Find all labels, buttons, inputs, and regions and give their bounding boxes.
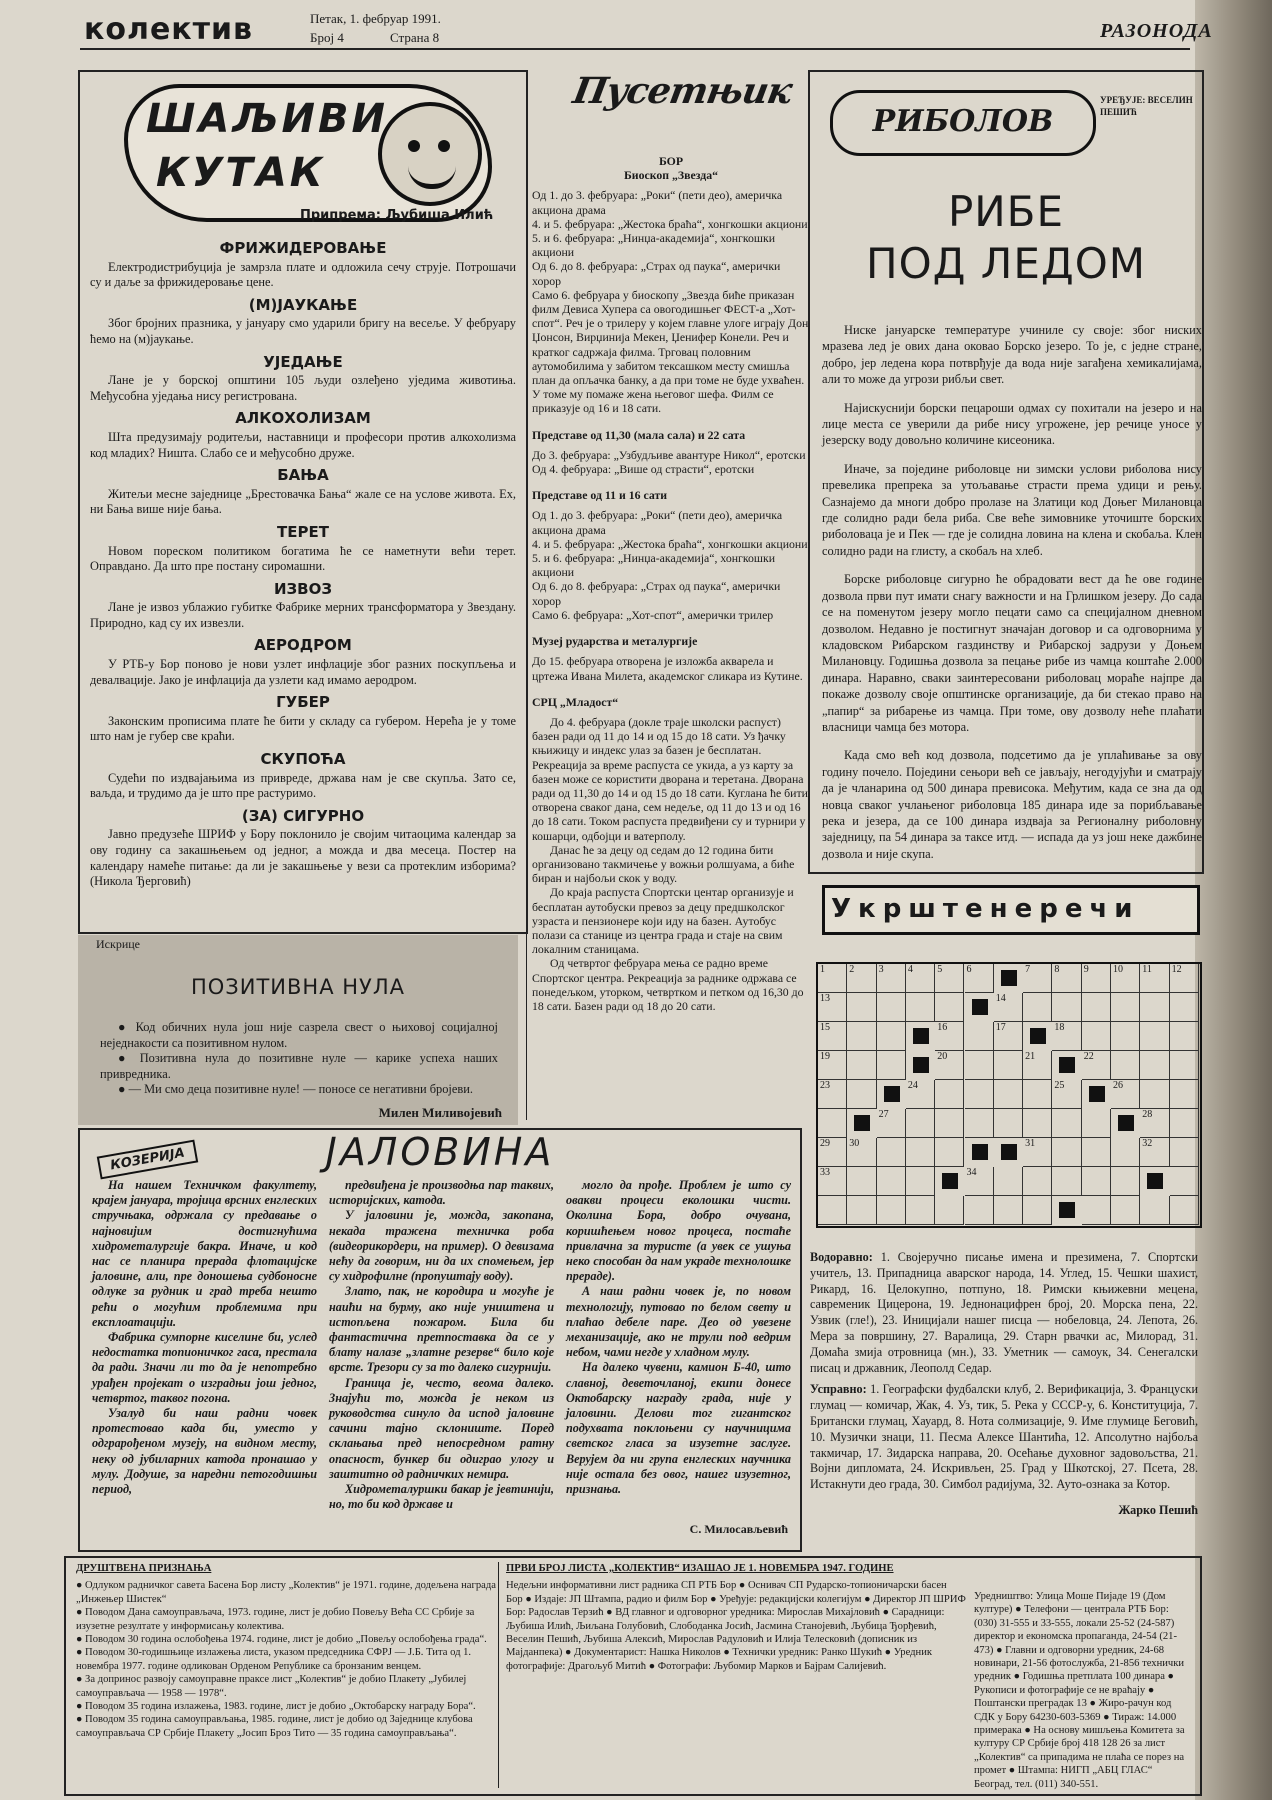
crossword-cell[interactable] xyxy=(906,1138,935,1167)
crossword-cell[interactable] xyxy=(1140,1051,1169,1080)
crossword-cell[interactable] xyxy=(877,1022,906,1051)
paragraph: Од 1. до 3. фебруара: „Роки“ (пети део), америчка акциона драма xyxy=(532,188,783,217)
crossword-cell[interactable]: 28 xyxy=(1140,1109,1169,1138)
crossword-cell[interactable]: 21 xyxy=(1023,1051,1052,1080)
crossword-cell[interactable] xyxy=(1023,1109,1052,1138)
crossword-cell[interactable] xyxy=(1111,993,1140,1022)
crossword-cell[interactable] xyxy=(847,1196,876,1225)
paragraph: Злато, пак, не кородира и могуће је наићи на бурму, ако није уништена и истопљена пожаром. Била би фантастична претпоставка да се у блату налазе „златне резерве“ било које врсте. Трезори су за то далеко сигурнији. xyxy=(329,1284,554,1375)
crossword-cell[interactable] xyxy=(1170,993,1199,1022)
address-column xyxy=(974,1590,1192,1791)
crossword-cell[interactable] xyxy=(1111,1138,1140,1167)
paragraph: ● Одлуком радничког савета Басена Бор листу „Колектив“ је 1971. године, додељена награда „Инжењер Шистек“ xyxy=(76,1580,496,1605)
crossword-cell[interactable] xyxy=(965,1080,994,1109)
crossword-cell[interactable] xyxy=(877,1138,906,1167)
crossword-cell[interactable] xyxy=(847,1080,876,1109)
crossword-cell[interactable] xyxy=(818,1109,847,1138)
tailings-article-box xyxy=(78,1128,802,1552)
paragraph: До 3. фебруара: „Узбудљиве авантуре Никол“, еротски xyxy=(532,447,806,462)
headline-line-2: ПОД ЛЕДОМ xyxy=(865,239,1147,288)
crossword-black-cell xyxy=(854,1115,870,1131)
crossword-cell[interactable]: 30 xyxy=(847,1138,876,1167)
crossword-cell[interactable] xyxy=(1111,1022,1140,1051)
crossword-cell[interactable] xyxy=(1140,1080,1169,1109)
crossword-cell[interactable]: 4 xyxy=(906,964,935,993)
paragraph: Граница је, често, веома далеко. Знајући то, можда је неком из руководства синуло да испод јаловине сачини тајно склониште. Поред склањања пред непосредном ратну опасност, бункер би одиграо улогу и заштитно од радничких немира. xyxy=(329,1375,554,1481)
crossword-cell[interactable] xyxy=(935,1138,964,1167)
crossword-cell[interactable] xyxy=(965,1196,994,1225)
crossword-cell[interactable] xyxy=(1082,993,1111,1022)
fishing-editor-tag: УРЕЂУЈЕ: ВЕСЕЛИН ПЕШИЋ xyxy=(1100,95,1193,117)
crossword-cell[interactable] xyxy=(818,1196,847,1225)
crossword-black-cell xyxy=(1059,1057,1075,1073)
crossword-cell[interactable] xyxy=(1082,1196,1111,1225)
humor-item-text: Лане је извоз ублажио губитке Фабрике мерних трансформатора у Звездану. Природно, кад су их извезли. xyxy=(90,600,516,630)
paragraph: Узалуд би наш радни човек протестовао када би, уместо у одграрођеном музеју, на видном месту, неку од јубиларних катода пронашао у мулу. Додуше, за наредни петогодишњи период, xyxy=(92,1406,317,1497)
paragraph: Фабрика сумпорне киселине би, услед недостатка топионичког гаса, престала да ради. Значи ли то да је непотребно урађен пројекат о изградњи још једног, четвртог, таквог погона. xyxy=(92,1330,317,1405)
humor-item-title: СКУПОЋА xyxy=(260,750,346,769)
article-columns xyxy=(92,1178,792,1512)
shows-heading: Представе од 11,30 (мала сала) и 22 сата xyxy=(532,427,746,442)
paragraph: До 4. фебруара (докле траје школски распуст) базен ради од 11 до 14 и од 15 до 18 сати. Уз ђачку књижицу и индекс улаз за базен је бесплатан. Рекреација за време распуста се укида, а уз карту за базен може се користити дворана и теретана. Дворана ради од 11,30 до 14 и од 15 до 18 сати. Куглана ће бити отворена сваког дана, сем недеље, од 11 до 13 и од 16 до 18 сати. Током распуста предвиђени су и турнири у кошарци, одбојци и ватерполу. xyxy=(532,714,808,843)
humor-item-title: ФРИЖИДЕРОВАЊЕ xyxy=(219,239,387,257)
humor-corner-logo xyxy=(124,84,492,222)
paragraph: Иначе, за поједине риболовце ни зимски услови риболова нису превелика препрека за утољавање страсти према удици и рењу. Сазнајемо да многи добро пролазе на Златици код Доњег Милановца где солидно ради бела риба. Све веће зимовнике уточиште борских риболоваца је и Пек — где је солидна ловина на клена и скобаља. Клен солидно ради на глисту, а скобаљ на хлеб. xyxy=(822,461,1202,558)
awards-heading: ДРУШТВЕНА ПРИЗНАЊА xyxy=(76,1563,212,1574)
crossword-cell[interactable] xyxy=(1082,1109,1111,1138)
crossword-cell[interactable] xyxy=(906,1109,935,1138)
events-column xyxy=(532,70,812,1115)
crossword-cell[interactable]: 12 xyxy=(1170,964,1199,993)
paragraph: Само 6. фебруара у биоскопу „Звезда биће приказан филм Девиса Хупера са овогодишњег ФЕСТ-а „Хот-спот“. Реч је о трилеру у којем главне улоге играју Дон Џонсон, Вирџинија Мекен, Џенифер Конели. Реч и кратког садржаја филма. Трговац половним аутомобилима у забитом тексашком месту смишља план да опљачка банку, а да при томе не буде ухваћен. У томе му помаже жена његовог шефа. Филм се приказује од 16 и 18 сати. xyxy=(532,287,809,416)
crossword-cell[interactable]: 7 xyxy=(1023,964,1052,993)
paragraph: Од 6. до 8. фебруара: „Страх од паука“, амерички хорор xyxy=(532,259,781,288)
museum-text: До 15. фебруара отворена је изложба акварела и цртежа Ивана Милета, академског сликара из Кутине. xyxy=(532,654,803,683)
paragraph: Од 4. фебруара: „Више од страсти“, еротски xyxy=(532,462,755,477)
humor-item-text: У РТБ-у Бор поново је нови узлет инфлације због разних поскупљења и девалвације. Јако је инфлација да узлети кад имамо аеродром. xyxy=(90,657,516,687)
humor-item-text: Лане је у борској општини 105 људи озлеђено уједима животиња. Међусобна уједања нису регистрована. xyxy=(90,373,516,403)
down-clues: 1. Географски фудбалски клуб, 2. Верификација, 3. Француски глумац — комичар, Жак, 4. Уз, тик, 5. Река у СССР-у, 6. Конституција, 7. Британски глумац, Хауард, 8. Нота солмизације, 9. Име глумице Беговић, 10. Музички знаци, 11. Песма Алексе Шантића, 12. Апсолутно најбоља такмичар, 17. Зидарска направа, 20. Осећање духовног задовољства, 21. Војни дипломата, 24. Искривљен, 25. Град у Шкотској, 27. Псета, 28. Истакнути део града, 30. Симбол радијума, 32. Ауто-ознака за Котор. xyxy=(810,1382,1198,1492)
crossword-cell[interactable] xyxy=(877,1051,906,1080)
crossword-cell[interactable] xyxy=(847,1022,876,1051)
crossword-cell[interactable] xyxy=(847,993,876,1022)
headline-line-1: РИБЕ xyxy=(947,187,1065,236)
cinema-program xyxy=(532,188,810,415)
first-issue-note: ПРВИ БРОЈ ЛИСТА „КОЛЕКТИВ“ ИЗАШАО ЈЕ 1. НОВЕМБРА 1947. ГОДИНЕ xyxy=(506,1563,894,1574)
sparks-label: Искрице xyxy=(96,937,140,951)
crossword-cell[interactable] xyxy=(1082,1167,1111,1196)
crossword-cell[interactable] xyxy=(994,1167,1023,1196)
sports-center-heading: СРЦ „Младост“ xyxy=(532,694,619,709)
crossword-cell[interactable]: 18 xyxy=(1052,1022,1081,1051)
crossword-cell[interactable] xyxy=(877,1196,906,1225)
crossword-black-cell xyxy=(1059,1202,1075,1218)
cinema-heading: Биоскоп „Звезда“ xyxy=(623,168,719,183)
article-signature: С. Милосављевић xyxy=(689,1522,788,1536)
fishing-article xyxy=(822,322,1202,874)
issue-number: Број 4 xyxy=(310,30,344,45)
humor-item-title: (М)ЈАУКАЊЕ xyxy=(248,295,358,314)
humor-item-title: АЕРОДРОМ xyxy=(254,636,352,655)
crossword-cell[interactable] xyxy=(1140,1022,1169,1051)
humor-item-title: УЈЕДАЊЕ xyxy=(263,352,343,371)
crossword-cell[interactable] xyxy=(935,1109,964,1138)
crossword-cell[interactable] xyxy=(1111,1051,1140,1080)
day-shows xyxy=(532,508,810,622)
late-shows xyxy=(532,448,810,476)
paragraph: Од 6. до 8. фебруара: „Страх од паука“, амерички хорор xyxy=(532,579,781,608)
crossword-cell[interactable] xyxy=(1052,1109,1081,1138)
paragraph: ● За допринос развоју самоуправне праксе лист „Колектив“ је добио Плакету „Јубилеј самоуправљача — 1958 — 1978“. xyxy=(76,1674,467,1699)
humor-item-text: Житељи месне заједнице „Брестовачка Бања“ жале се на услове живота. Ех, ни Бања више није бања. xyxy=(90,486,516,517)
crossword-cell[interactable] xyxy=(1023,1080,1052,1109)
humor-item-text: Због бројних празника, у јануару смо ударили бригу на весеље. У фебруару ћемо на (м)јаукање. xyxy=(90,316,516,346)
crossword-cell[interactable]: 31 xyxy=(1023,1138,1052,1167)
paragraph: предвиђена је производња пар таквих, историјских, катода. xyxy=(329,1178,554,1208)
crossword-cell[interactable]: 10 xyxy=(1111,964,1140,993)
crossword-cell[interactable] xyxy=(1052,993,1081,1022)
aphorism: ● Код обичних нула још није сазрела свест о њиховој социјалној неједнакости са позитивном нулом. xyxy=(100,1020,498,1050)
crossword-cell[interactable] xyxy=(1023,1196,1052,1225)
logo-line-2: КУТАК xyxy=(156,150,326,196)
crossword-black-cell xyxy=(1118,1115,1134,1131)
crossword-black-cell xyxy=(913,1057,929,1073)
crossword-black-cell xyxy=(884,1086,900,1102)
humor-item-text: Законским прописима плате ће бити у складу са губером. Нерећа је у томе што нам је губер све краћи. xyxy=(90,713,516,744)
crossword-cell[interactable]: 1 xyxy=(818,964,847,993)
crossword-cell[interactable] xyxy=(965,1109,994,1138)
crossword-cell[interactable] xyxy=(847,1051,876,1080)
humor-item-title: АЛКОХОЛИЗАМ xyxy=(235,409,371,428)
crossword-cell[interactable] xyxy=(965,1022,994,1051)
paragraph: На далеко чувени, камион Б-40, што славној, деветочланој, екипи донесе Октобарску награду града, није у јаловини. Делови тог гигантског подухвата поклоњени су научницима светског гласа за изузетне заслуге. Верујем да ни група енглеских научника није остала без овог, нашег изузетног, признања. xyxy=(566,1360,791,1497)
crossword-cell[interactable]: 14 xyxy=(994,993,1023,1022)
crossword-cell[interactable] xyxy=(935,1080,964,1109)
humor-item-title: ТЕРЕТ xyxy=(277,522,329,541)
paragraph: ● Поводом 35 година излажења, 1983. године, лист је добио „Октобарску награду Бора“. xyxy=(76,1701,476,1713)
humor-item-title: ГУБЕР xyxy=(276,693,330,712)
crossword-cell[interactable] xyxy=(1052,1167,1081,1196)
crossword-cell[interactable] xyxy=(935,1196,964,1225)
crossword-title: Укрштенеречи xyxy=(822,885,1200,935)
humor-item-text: Новом пореском политиком богатима ће се наметнути већи терет. Оправдано. Да што пре постану сиромашни. xyxy=(90,543,516,574)
crossword-cell[interactable] xyxy=(906,1196,935,1225)
crossword-cell[interactable] xyxy=(965,1051,994,1080)
humor-corner-box xyxy=(78,70,528,934)
crossword-black-cell xyxy=(1030,1028,1046,1044)
crossword-cell[interactable] xyxy=(994,1109,1023,1138)
awards-list xyxy=(76,1579,496,1740)
paragraph: Када смо већ код дозвола, подсетимо да је уплаћивање за ову годину почело. Поједини сењори већ се јављају, негодујући и сматрају да је чланарина од 500 динара превисока. Међутим, када се зна да од новца сваког учлањеног риболовца 185 динара иде за порибљавање река и језера, да се 100 динара издваја за Регионалну риболовну заједницу, па 54 динара за таксе итд. — испада да уз још неке дажбине дозвола и није скупа. xyxy=(822,748,1202,861)
crossword-cell[interactable]: 17 xyxy=(994,1022,1023,1051)
crossword-cell[interactable]: 11 xyxy=(1140,964,1169,993)
crossword-cell[interactable] xyxy=(1082,1022,1111,1051)
humor-items xyxy=(90,234,516,890)
crossword-cell[interactable] xyxy=(906,1167,935,1196)
crossword-cell[interactable]: 32 xyxy=(1140,1138,1169,1167)
crossword-cell[interactable] xyxy=(1140,993,1169,1022)
crossword-cell[interactable]: 34 xyxy=(965,1167,994,1196)
imprint-column xyxy=(506,1562,966,1673)
paragraph: Од четвртог фебруара мења се радно време Спортског центра. Рекреација за раднике одржава се понедељком, уторком, четвртком и петком од 16,30 до 18 сати. Базен ради од 18 до 20 сати. xyxy=(532,956,804,1013)
paragraph: На нашем Техничком факултету, крајем јануара, тројица врсних енглеских стручњака, одржала су предавање о најновијим достигнућима хидрометалургије бакра. Иначе, и код нас се планира прерада флотацијске јаловине, али, пре доношења судбоносне одлуке за рудник и град треба нешто рећи о могућим проблемима при експлоатацији. xyxy=(92,1178,317,1329)
positive-zero-author: Милен Миливојевић xyxy=(378,1105,502,1120)
cartoon-face-icon xyxy=(378,102,482,206)
crossword-cell[interactable] xyxy=(1170,1196,1199,1225)
section-title: РАЗОНОДА xyxy=(1100,20,1213,42)
crossword-cell[interactable] xyxy=(935,993,964,1022)
article-column-2 xyxy=(329,1178,554,1512)
article-column-3 xyxy=(566,1178,791,1512)
crossword-cell[interactable]: 3 xyxy=(877,964,906,993)
sports-center-text xyxy=(532,715,810,1013)
fishing-logo: РИБОЛОВ xyxy=(830,90,1096,156)
paragraph: Само 6. фебруара: „Хот-спот“, амерички трилер xyxy=(532,607,774,622)
crossword-cell[interactable]: 15 xyxy=(818,1022,847,1051)
page-number: Страна 8 xyxy=(390,30,440,45)
crossword-cell[interactable] xyxy=(877,993,906,1022)
aphorism: ● — Ми смо деца позитивне нуле! — поносе се негативни бројеви. xyxy=(118,1082,473,1097)
crossword-cell[interactable]: 29 xyxy=(818,1138,847,1167)
paragraph: У јаловини је, можда, закопана, некада тражена техничка роба (видеорикордери, на пример). О девизама нећу да говорим, ни да их спомењем, јер су хидрофилне (пропуштају воду). xyxy=(329,1208,554,1284)
crossword-cell[interactable] xyxy=(1170,1138,1199,1167)
crossword-black-cell xyxy=(942,1173,958,1189)
crossword-cell[interactable]: 23 xyxy=(818,1080,847,1109)
humor-item-text: Електродистрибуција је замрзла плате и одложила сечу струје. Потрошачи су и даље за фрижидеровање цене. xyxy=(90,259,516,290)
imprint-text: Недељни информативни лист радника СП РТБ Бор ● Оснивач СП Рударско-топионичарски басен Бор ● Издаје: ЈП Штампа, радио и филм Бор ● Уређује: редакцијски колегијум ● Директор ЈП ШРИФ Бор: Радослав Терзић ● ВД главног и одговорног уредника: Мирослав Михајловић ● Сарадници: Љубиша Илић, Љиљана Голубовић, Слободанка Јосић, Јасмина Станојевић, Љубица Ђорђевић, Веселин Пешић, Љубиша Алексић, Мирослав Радуловић и Илија Телесковић (дописник из Мајданпека) ● Документарист: Нашка Николов ● Технички уредник: Ранко Шукић ● Уредник фотографије: Драгољуб Митић ● Фотографи: Љубомир Марков и Бајрам Салијевић. xyxy=(506,1580,966,1672)
crossword-cell[interactable] xyxy=(994,1051,1023,1080)
humor-item-title: (ЗА) СИГУРНО xyxy=(241,806,365,825)
article-column-1 xyxy=(92,1178,317,1512)
crossword-cell[interactable]: 33 xyxy=(818,1167,847,1196)
crossword-cell[interactable]: 6 xyxy=(965,964,994,993)
masthead-brand: колектив xyxy=(84,12,254,47)
humor-author: Припрема: Љубиша Илић xyxy=(300,208,494,223)
fishing-headline xyxy=(810,186,1202,290)
humor-item-title: БАЊА xyxy=(277,466,329,485)
positive-zero-box xyxy=(78,935,518,1125)
crossword-cell[interactable]: 20 xyxy=(935,1051,964,1080)
column-tag: КОЗЕРИЈА xyxy=(97,1140,199,1180)
crossword-author: Жарко Пешић xyxy=(1118,1502,1198,1517)
crossword-black-cell xyxy=(1089,1086,1105,1102)
paragraph: Борске риболовце сигурно ће обрадовати вест да ће ове године дозвола први пут имати снагу важности и на Грлишком језеру. До сада се на поменутом језеру могло пецати само са специјалном дневном дозволом. Недавно је постигнут значајан договор и са одговорнима у кладовском Рибарском газдинству и Рибарској задрузи у Доњем Милановцу. Годишња дозвола за пецање рибе из чамца коштаће 2.000 динара. Наравно, сваки заинтересовани риболовац мораће најпре да покаже дозволу своје општинске организације, да би стекао право на „папир“ за рибарење из чамца. При томе, ову дозволу неће плаћати власници чамца без мотора. xyxy=(822,572,1202,734)
crossword-cell[interactable] xyxy=(1111,1196,1140,1225)
imprint-box xyxy=(64,1556,1202,1796)
paragraph: 4. и 5. фебруара: „Жестока браћа“, хонгкошки акциони xyxy=(532,216,808,231)
crossword-cell[interactable]: 9 xyxy=(1082,964,1111,993)
crossword-cell[interactable] xyxy=(1140,1196,1169,1225)
humor-item-text: Јавно предузеће ШРИФ у Бору поклонило је својим читаоцима календар за ову годину са закашњењем од једног, а можда и два месеца. Постер на календару намеће питање: да ли је закашњење у вези са протеклим изборима? (Никола Ђерговић) xyxy=(90,827,516,889)
article-title: ЈАЛОВИНА xyxy=(325,1130,555,1174)
crossword-black-cell xyxy=(1147,1173,1163,1189)
issue-date: Петак, 1. фебруар 1991. xyxy=(310,11,441,26)
crossword-black-cell xyxy=(1001,970,1017,986)
crossword-cell[interactable]: 13 xyxy=(818,993,847,1022)
crossword-cell[interactable] xyxy=(847,1167,876,1196)
museum-heading: Музеј рударства и металургије xyxy=(532,634,698,649)
crossword-clues xyxy=(810,1250,1198,1519)
paragraph: 5. и 6. фебруара: „Нинџа-академија“, хонгкошки акциони xyxy=(532,231,776,260)
crossword-cell[interactable] xyxy=(1023,993,1052,1022)
events-logo: Пусетњик xyxy=(569,70,795,112)
paragraph: ● Поводом Дана самоуправљача, 1973. године, лист је добио Повељу Већа СС Србије за изузетне резултате у информисању колектива. xyxy=(76,1607,475,1632)
shows-heading: Представе од 11 и 16 сати xyxy=(532,488,668,503)
crossword-black-cell xyxy=(972,1144,988,1160)
logo-line-1: ШАЉИВИ xyxy=(146,96,388,142)
crossword-cell[interactable]: 27 xyxy=(877,1109,906,1138)
events-body xyxy=(532,154,810,1013)
crossword-grid[interactable] xyxy=(816,962,1202,1228)
crossword-cell[interactable] xyxy=(1082,1138,1111,1167)
paragraph: ● Поводом 30-годишњице излажења листа, указом председника СФРЈ — Ј.Б. Тита од 1. новембра 1977. године одликован Орденом Републике са бронзаним венцем. xyxy=(76,1647,472,1672)
paragraph: До краја распуста Спортски центар организује и бесплатан аутобуски превоз за децу предшколског узраста и пензионере који иду на базен. Аутобус полази са станице из центра града и стаје на свим локалним станицама. xyxy=(532,885,794,957)
paragraph: Данас ће за децу од седам до 12 година бити организовано такмичење у вожњи ролшуама, а биће биран и најбољи скок у воду. xyxy=(532,842,795,886)
down-label: Усправно: xyxy=(810,1382,867,1397)
humor-item-text: Судећи по издвајањима из привреде, држава нам је све скупља. Зато се, ваљда, и трудимо да је што пре растуримо. xyxy=(90,770,516,801)
paragraph: Од 1. до 3. фебруара: „Роки“ (пети део), америчка акциона драма xyxy=(532,508,783,537)
crossword-cell[interactable] xyxy=(877,1167,906,1196)
crossword-black-cell xyxy=(972,999,988,1015)
crossword-cell[interactable] xyxy=(994,1080,1023,1109)
crossword-cell[interactable] xyxy=(1111,1167,1140,1196)
page-header xyxy=(80,8,1213,50)
paragraph: 5. и 6. фебруара: „Нинџа-академија“, хонгкошки акциони xyxy=(532,551,776,580)
crossword-cell[interactable] xyxy=(1052,1138,1081,1167)
paragraph: ● Поводом 30 година ослобођења 1974. године, лист је добио „Повељу ослобођења града“. xyxy=(76,1634,487,1646)
crossword-cell[interactable] xyxy=(1170,1109,1199,1138)
crossword-cell[interactable]: 19 xyxy=(818,1051,847,1080)
crossword-black-cell xyxy=(1001,1144,1017,1160)
address-text: Уредништво: Улица Моше Пијаде 19 (Дом културе) ● Телефони — централа РТБ Бор: (030) 31-555 и 33-555, локали 25-52 (24-587) директор и економска пропаганда, 24-54 (21-473) ● Главни и одговорни уредник, 24-68 новинари, 21-56 фотослужба, 21-856 технички уредник ● Годишња претплата 100 динара ● Рукописи и фотографије се не враћају ● Поштански преградак 13 ● Жиро-рачун код СДК у Бору 64230-603-5369 ● Тираж: 14.000 примерака ● На основу мишљења Комитета за културу СР Србије број 418 128 26 за лист „Колектив“ са припадима не плаћа се порез на промет ● Штампа: НИГП „АБЦ ГЛАС“ Београд, тел. (011) 340-551. xyxy=(974,1591,1185,1790)
positive-zero-body xyxy=(100,1020,498,1098)
crossword-black-cell xyxy=(913,1028,929,1044)
crossword-cell[interactable] xyxy=(994,1196,1023,1225)
crossword-cell[interactable] xyxy=(1023,1167,1052,1196)
paragraph: Најискуснији борски пецароши одмах су похитали на језеро и на лице места се уверили да рибе нису угрожене, јер речице уносе у језерску воду довољно количине кисеоника. xyxy=(822,400,1202,448)
positive-zero-title: ПОЗИТИВНА НУЛА xyxy=(190,975,405,999)
crossword-cell[interactable]: 8 xyxy=(1052,964,1081,993)
crossword-cell[interactable] xyxy=(1170,1167,1199,1196)
crossword-cell[interactable]: 22 xyxy=(1082,1051,1111,1080)
across-label: Водоравно: xyxy=(810,1250,873,1264)
crossword-cell[interactable]: 16 xyxy=(935,1022,964,1051)
page-binding-shadow xyxy=(1195,0,1272,1800)
fishing-box xyxy=(808,70,1204,874)
city-heading: БОР xyxy=(658,154,684,168)
crossword-cell[interactable]: 25 xyxy=(1052,1080,1081,1109)
paragraph: А наш радни човек је, по новом технологију, путовао по белом свету и плаћао дебеле паре. Део од увезене механизације, ако не трули под ведрим небом, чами негде у хладном мулу. xyxy=(566,1284,791,1360)
crossword-cell[interactable]: 2 xyxy=(847,964,876,993)
paragraph: ● Поводом 35 година самоуправљања, 1985. године, лист је добио од Заједнице клубова самоуправљача СР Србије Плакету „Јосип Броз Тито — 35 година самоуправљања“. xyxy=(76,1714,473,1739)
crossword-cell[interactable] xyxy=(1170,1080,1199,1109)
crossword-cell[interactable]: 5 xyxy=(935,964,964,993)
paragraph: 4. и 5. фебруара: „Жестока браћа“, хонгкошки акциони xyxy=(532,536,808,551)
column-rule xyxy=(526,70,527,1120)
crossword-cell[interactable]: 24 xyxy=(906,1080,935,1109)
awards-column xyxy=(76,1562,496,1740)
humor-item-title: ИЗВОЗ xyxy=(273,579,333,598)
paragraph: могло да прође. Проблем је што су овакви процеси еколошки чисти. Околина Бора, добро очувана, коришћењем новог процеса, постаће привлачна за туристе (а увек се ушуња неко способан да нам украде технолошке прераде). xyxy=(566,1178,791,1284)
humor-item-text: Шта предузимају родитељи, наставници и професори против алкохолизма код младих? Ништа. Слабо се и међусобно друже. xyxy=(90,429,516,460)
paragraph: Ниске јануарске температуре учиниле су своје: због ниских мразева лед је ових дана оковао Борско језеро. То је, с једне стране, добро, јер ледена кора потврђује да вода није загађена хемикалијама, али то може да угрози рибљи свет. xyxy=(822,323,1202,387)
crossword-cell[interactable] xyxy=(1170,1051,1199,1080)
paragraph: Хидрометалуршки бакар је јевтинији, но, то би код државе и xyxy=(329,1482,554,1512)
crossword-cell[interactable] xyxy=(906,993,935,1022)
aphorism: ● Позитивна нула до позитивне нуле — карике успеха наших привредника. xyxy=(100,1051,498,1081)
crossword-cell[interactable]: 26 xyxy=(1111,1080,1140,1109)
across-clues: 1. Својеручно писање имена и презимена, 7. Спортски учитељ, 13. Припадница аварског народа, 14. Углед, 15. Чешки шахист, Рикард, 16. Целокупно, потпуно, 18. Римски књижевни мецена, савременик Цицерона, 19. Једнонацифрен број, 20. Морска пена, 22. Узвик (гле!), 23. Иницијали нашег писца — нобеловца, 24. Лепота, 26. Мера за површину, 27. Варалица, 29. Старн рвачки ас, Милорад, 31. Домаћа змија отровница (мн.), 33. Уметник — самоук, 34. Сенегалски писац и државник, Леополд Седар. xyxy=(810,1250,1199,1375)
crossword-cell[interactable] xyxy=(1170,1022,1199,1051)
